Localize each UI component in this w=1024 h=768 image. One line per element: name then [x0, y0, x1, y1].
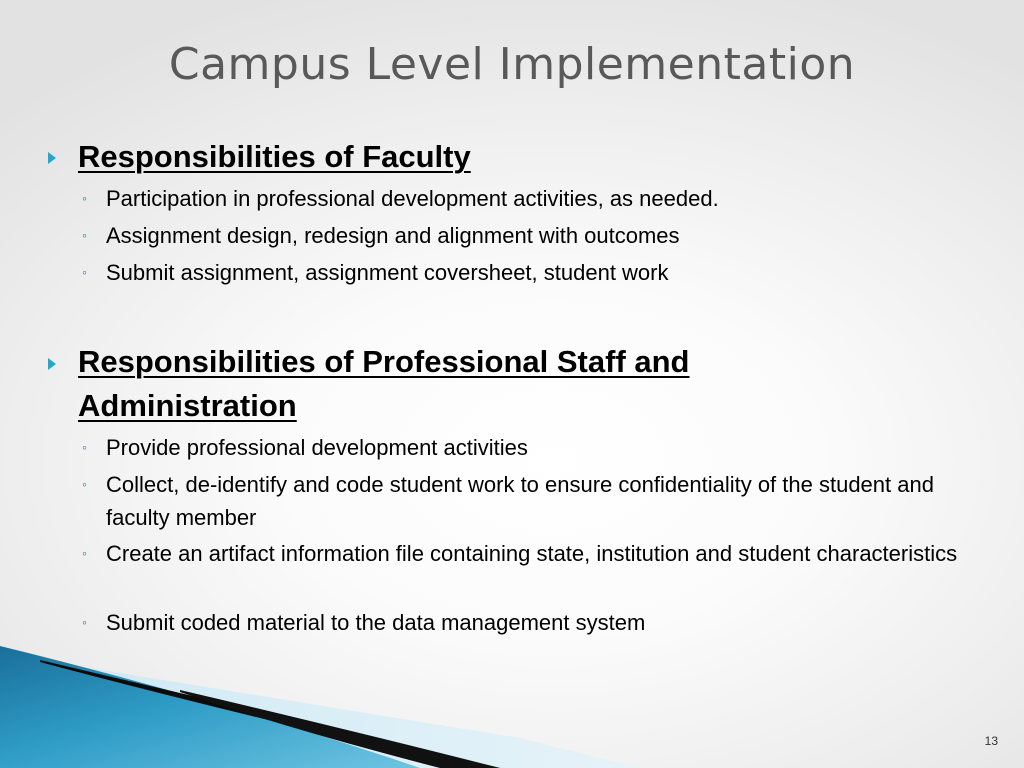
list-item: ◦ Participation in professional development activities, as needed.: [82, 182, 982, 215]
list-item: ◦ Provide professional development activities: [82, 431, 982, 464]
section-heading-faculty: Responsibilities of Faculty: [78, 139, 471, 174]
list-item: ◦ Submit assignment, assignment coversheet, student work: [82, 256, 982, 289]
triangle-right-icon: [48, 152, 56, 164]
triangle-right-icon: [48, 358, 56, 370]
section-heading-staff-administration: Responsibilities of Professional Staff and Administration: [78, 344, 690, 423]
hollow-circle-icon: ◦: [82, 439, 87, 455]
list-item: ◦ Submit coded material to the data management system: [82, 606, 982, 639]
list-item: ◦ Collect, de-identify and code student work to ensure confidentiality of the student and faculty member: [82, 468, 982, 534]
hollow-circle-icon: ◦: [82, 614, 87, 630]
slide-title: Campus Level Implementation: [168, 39, 856, 90]
hollow-circle-icon: ◦: [82, 227, 87, 243]
list-item: ◦ Create an artifact information file containing state, institution and student characteristics: [82, 537, 982, 570]
page-number: 13: [984, 734, 998, 748]
hollow-circle-icon: ◦: [82, 545, 87, 561]
list-item: ◦ Assignment design, redesign and alignment with outcomes: [82, 219, 982, 252]
hollow-circle-icon: ◦: [82, 190, 87, 206]
hollow-circle-icon: ◦: [82, 264, 87, 280]
hollow-circle-icon: ◦: [82, 476, 87, 492]
